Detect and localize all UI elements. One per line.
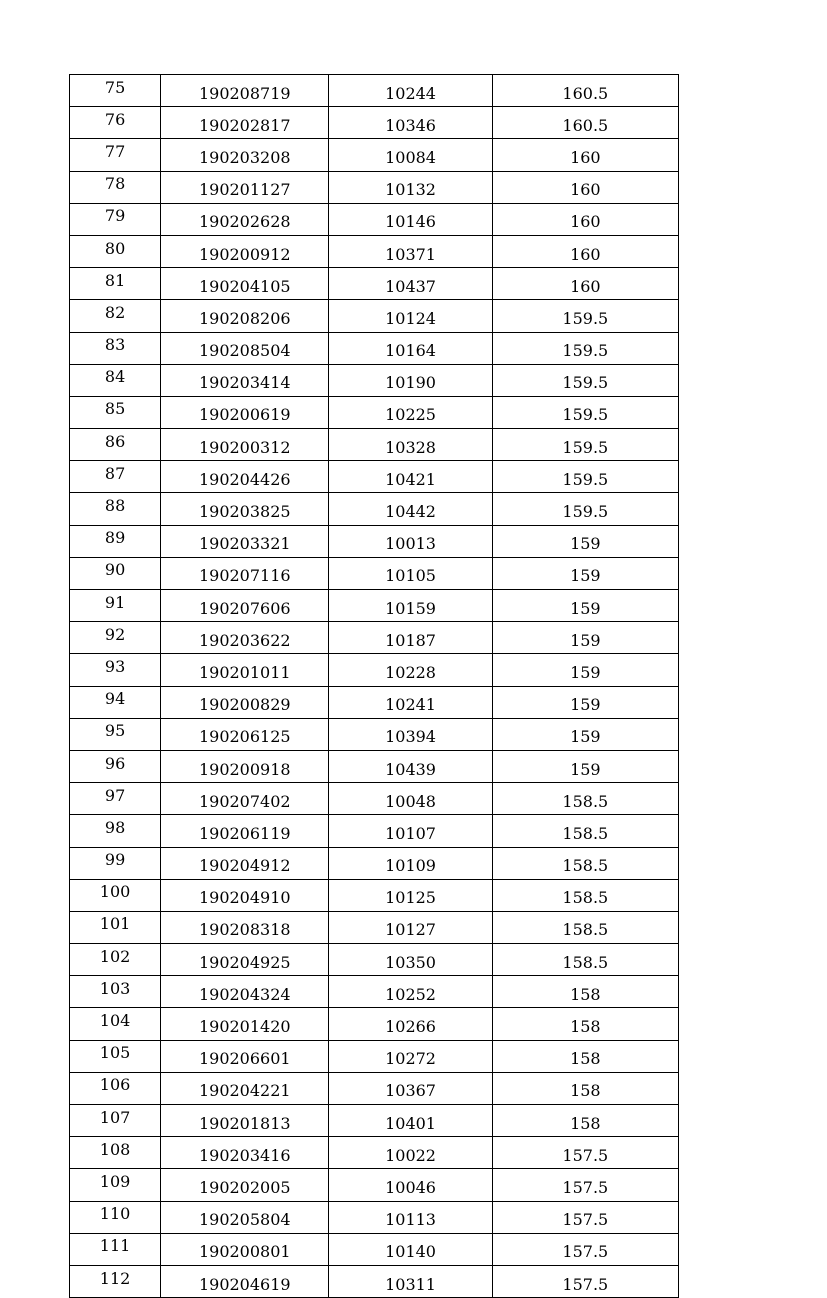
student-id-cell: 190204925 [161,944,329,976]
table-row [70,525,679,557]
rank-cell: 85 [70,396,161,428]
table-row [70,750,679,782]
exam-number-cell: 10113 [329,1201,492,1233]
exam-number-cell: 10244 [329,75,492,107]
exam-number-cell: 10401 [329,1105,492,1137]
student-id-cell: 190203416 [161,1137,329,1169]
exam-number-cell: 10311 [329,1265,492,1297]
rank-cell: 83 [70,332,161,364]
student-id-cell: 190201420 [161,1008,329,1040]
rank-cell: 98 [70,815,161,847]
rank-cell: 101 [70,911,161,943]
score-cell: 160 [492,268,678,300]
score-cell: 159 [492,750,678,782]
table-row [70,493,679,525]
rank-cell: 109 [70,1169,161,1201]
rank-cell: 93 [70,654,161,686]
student-id-cell: 190207116 [161,557,329,589]
student-id-cell: 190202628 [161,203,329,235]
score-cell: 160 [492,203,678,235]
student-id-cell: 190208719 [161,75,329,107]
table-row [70,622,679,654]
score-cell: 158 [492,1072,678,1104]
student-id-cell: 190208504 [161,332,329,364]
exam-number-cell: 10350 [329,944,492,976]
rank-cell: 76 [70,107,161,139]
score-cell: 159 [492,525,678,557]
score-cell: 159.5 [492,332,678,364]
table-row [70,139,679,171]
table-row [70,332,679,364]
student-id-cell: 190203414 [161,364,329,396]
student-id-cell: 190204910 [161,879,329,911]
student-id-cell: 190203825 [161,493,329,525]
table-row [70,300,679,332]
score-cell: 158 [492,976,678,1008]
score-cell: 158.5 [492,783,678,815]
score-cell: 159.5 [492,364,678,396]
exam-number-cell: 10132 [329,171,492,203]
rank-cell: 86 [70,429,161,461]
score-cell: 158 [492,1008,678,1040]
rank-cell: 102 [70,944,161,976]
exam-number-cell: 10046 [329,1169,492,1201]
student-id-cell: 190206125 [161,718,329,750]
score-cell: 159 [492,654,678,686]
table-row [70,1040,679,1072]
rank-cell: 107 [70,1105,161,1137]
exam-number-cell: 10127 [329,911,492,943]
rank-cell: 97 [70,783,161,815]
score-cell: 159 [492,622,678,654]
table-row [70,879,679,911]
exam-number-cell: 10109 [329,847,492,879]
table-row [70,654,679,686]
rank-cell: 95 [70,718,161,750]
score-cell: 157.5 [492,1169,678,1201]
rank-cell: 77 [70,139,161,171]
score-cell: 158 [492,1105,678,1137]
student-id-cell: 190204221 [161,1072,329,1104]
score-cell: 159.5 [492,461,678,493]
table-row [70,235,679,267]
rank-cell: 78 [70,171,161,203]
rank-cell: 106 [70,1072,161,1104]
table-row [70,1169,679,1201]
score-cell: 160.5 [492,107,678,139]
table-row [70,847,679,879]
table-row [70,1233,679,1265]
score-cell: 158.5 [492,847,678,879]
exam-number-cell: 10241 [329,686,492,718]
exam-number-cell: 10367 [329,1072,492,1104]
student-id-cell: 190204619 [161,1265,329,1297]
rank-cell: 111 [70,1233,161,1265]
exam-number-cell: 10421 [329,461,492,493]
rank-cell: 75 [70,75,161,107]
score-cell: 159 [492,557,678,589]
student-id-cell: 190203208 [161,139,329,171]
score-cell: 160 [492,235,678,267]
student-id-cell: 190204912 [161,847,329,879]
student-id-cell: 190201011 [161,654,329,686]
student-id-cell: 190200829 [161,686,329,718]
table-row [70,461,679,493]
rank-cell: 103 [70,976,161,1008]
rank-cell: 105 [70,1040,161,1072]
exam-number-cell: 10124 [329,300,492,332]
student-id-cell: 190200918 [161,750,329,782]
rank-cell: 79 [70,203,161,235]
table-row [70,1072,679,1104]
exam-number-cell: 10022 [329,1137,492,1169]
student-id-cell: 190201127 [161,171,329,203]
student-id-cell: 190207606 [161,590,329,622]
student-id-cell: 190205804 [161,1201,329,1233]
table-row [70,1201,679,1233]
table-row [70,944,679,976]
table-row [70,203,679,235]
score-cell: 158.5 [492,879,678,911]
rank-cell: 108 [70,1137,161,1169]
rank-cell: 99 [70,847,161,879]
table-row [70,364,679,396]
exam-number-cell: 10107 [329,815,492,847]
student-id-cell: 190206601 [161,1040,329,1072]
exam-number-cell: 10346 [329,107,492,139]
student-id-cell: 190200801 [161,1233,329,1265]
rank-cell: 89 [70,525,161,557]
exam-number-cell: 10159 [329,590,492,622]
student-id-cell: 190201813 [161,1105,329,1137]
exam-number-cell: 10439 [329,750,492,782]
score-cell: 157.5 [492,1201,678,1233]
score-cell: 157.5 [492,1265,678,1297]
table-row [70,75,679,107]
table-row [70,1265,679,1297]
table-row [70,107,679,139]
exam-number-cell: 10272 [329,1040,492,1072]
rank-cell: 112 [70,1265,161,1297]
score-cell: 160.5 [492,75,678,107]
student-id-cell: 190200912 [161,235,329,267]
student-id-cell: 190208206 [161,300,329,332]
score-cell: 159.5 [492,396,678,428]
rank-cell: 84 [70,364,161,396]
table-row [70,783,679,815]
table-row [70,268,679,300]
score-cell: 157.5 [492,1137,678,1169]
exam-number-cell: 10442 [329,493,492,525]
exam-number-cell: 10140 [329,1233,492,1265]
exam-number-cell: 10228 [329,654,492,686]
score-cell: 160 [492,139,678,171]
student-id-cell: 190207402 [161,783,329,815]
score-cell: 159.5 [492,429,678,461]
rank-cell: 90 [70,557,161,589]
table-row [70,1137,679,1169]
table-row [70,590,679,622]
exam-number-cell: 10013 [329,525,492,557]
table-row [70,686,679,718]
score-cell: 158.5 [492,911,678,943]
student-id-cell: 190200619 [161,396,329,428]
exam-number-cell: 10371 [329,235,492,267]
table-row [70,976,679,1008]
rank-cell: 91 [70,590,161,622]
score-cell: 159 [492,718,678,750]
table-row [70,911,679,943]
exam-number-cell: 10190 [329,364,492,396]
rank-cell: 92 [70,622,161,654]
table-row [70,1008,679,1040]
rank-cell: 96 [70,750,161,782]
exam-number-cell: 10187 [329,622,492,654]
exam-number-cell: 10266 [329,1008,492,1040]
score-cell: 157.5 [492,1233,678,1265]
table-row [70,718,679,750]
rank-cell: 81 [70,268,161,300]
score-cell: 158.5 [492,944,678,976]
student-id-cell: 190202817 [161,107,329,139]
table-row [70,171,679,203]
rank-cell: 100 [70,879,161,911]
table-row [70,396,679,428]
exam-number-cell: 10328 [329,429,492,461]
rank-cell: 110 [70,1201,161,1233]
student-id-cell: 190204426 [161,461,329,493]
table-row [70,557,679,589]
score-cell: 158.5 [492,815,678,847]
exam-number-cell: 10437 [329,268,492,300]
student-id-cell: 190204324 [161,976,329,1008]
rank-cell: 94 [70,686,161,718]
exam-number-cell: 10252 [329,976,492,1008]
rank-cell: 104 [70,1008,161,1040]
student-id-cell: 190206119 [161,815,329,847]
student-id-cell: 190204105 [161,268,329,300]
student-id-cell: 190200312 [161,429,329,461]
table-row [70,1105,679,1137]
exam-number-cell: 10048 [329,783,492,815]
student-id-cell: 190202005 [161,1169,329,1201]
score-cell: 160 [492,171,678,203]
student-id-cell: 190203321 [161,525,329,557]
exam-number-cell: 10225 [329,396,492,428]
score-cell: 159.5 [492,300,678,332]
student-id-cell: 190208318 [161,911,329,943]
table-row [70,815,679,847]
exam-number-cell: 10146 [329,203,492,235]
score-cell: 159 [492,590,678,622]
table-row [70,429,679,461]
exam-number-cell: 10125 [329,879,492,911]
exam-number-cell: 10084 [329,139,492,171]
results-table-body [70,75,679,1298]
rank-cell: 80 [70,235,161,267]
exam-number-cell: 10394 [329,718,492,750]
score-cell: 158 [492,1040,678,1072]
score-cell: 159 [492,686,678,718]
exam-number-cell: 10105 [329,557,492,589]
rank-cell: 88 [70,493,161,525]
results-table [69,74,679,1298]
student-id-cell: 190203622 [161,622,329,654]
rank-cell: 87 [70,461,161,493]
exam-number-cell: 10164 [329,332,492,364]
score-cell: 159.5 [492,493,678,525]
rank-cell: 82 [70,300,161,332]
